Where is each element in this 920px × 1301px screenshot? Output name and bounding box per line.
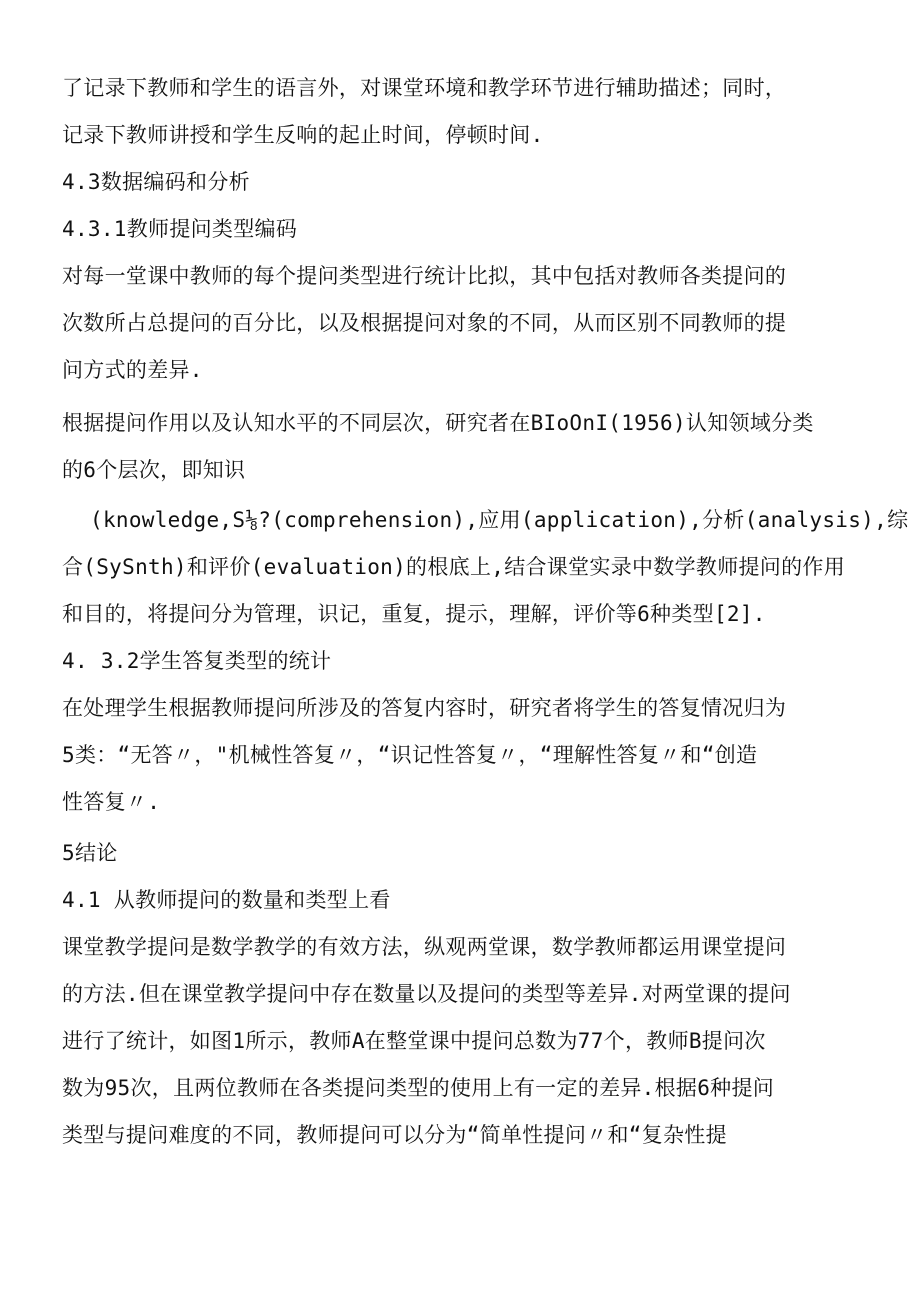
paragraph-line: 性答复〃. <box>62 790 161 814</box>
paragraph-line: 在处理学生根据教师提问所涉及的答复内容时，研究者将学生的答复情况归为 <box>62 696 787 720</box>
paragraph-line: 数为95次，且两位教师在各类提问类型的使用上有一定的差异.根据6种提问 <box>62 1076 775 1100</box>
paragraph-line: 课堂教学提问是数学教学的有效方法，纵观两堂课，数学教师都运用课堂提问 <box>62 935 787 959</box>
subsection-heading: 4.3.1教师提问类型编码 <box>62 217 298 241</box>
section-heading: 4.3数据编码和分析 <box>62 170 250 194</box>
paragraph-line: 进行了统计，如图1所示，教师A在整堂课中提问总数为77个，教师B提问次 <box>62 1029 766 1053</box>
paragraph-line: 根据提问作用以及认知水平的不同层次，研究者在BIoOnI(1956)认知领域分类 <box>62 411 814 435</box>
paragraph-line: 的方法.但在课堂教学提问中存在数量以及提问的类型等差异.对两堂课的提问 <box>62 982 791 1006</box>
paragraph-line: 对每一堂课中教师的每个提问类型进行统计比拟，其中包括对教师各类提问的 <box>62 264 787 288</box>
paragraph-line: 次数所占总提问的百分比，以及根据提问对象的不同，从而区别不同教师的提 <box>62 311 787 335</box>
subsection-heading: 4.1 从教师提问的数量和类型上看 <box>62 888 391 912</box>
paragraph-line: 合(SySnth)和评价(evaluation)的根底上,结合课堂实录中数学教师提问的作用 <box>62 555 846 579</box>
section-heading: 5结论 <box>62 841 118 865</box>
paragraph-line: 类型与提问难度的不同，教师提问可以分为“简单性提问〃和“复杂性提 <box>62 1123 727 1147</box>
paragraph-line: 的6个层次，即知识 <box>62 458 246 482</box>
paragraph-line: (knowledge,S⅛?(comprehension),应用(application),分析(analysis),综 <box>90 508 909 532</box>
paragraph-line: 和目的，将提问分为管理，识记，重复，提示，理解，评价等6种类型[2]. <box>62 602 766 626</box>
paragraph-line: 记录下教师讲授和学生反响的起止时间，停顿时间. <box>62 123 544 147</box>
paragraph-line: 5类：“无答〃，"机械性答复〃，“识记性答复〃，“理解性答复〃和“创造 <box>62 743 758 767</box>
paragraph-line: 问方式的差异. <box>62 358 203 382</box>
subsection-heading: 4. 3.2学生答复类型的统计 <box>62 649 332 673</box>
paragraph-line: 了记录下教师和学生的语言外，对课堂环境和教学环节进行辅助描述；同时， <box>62 76 787 100</box>
